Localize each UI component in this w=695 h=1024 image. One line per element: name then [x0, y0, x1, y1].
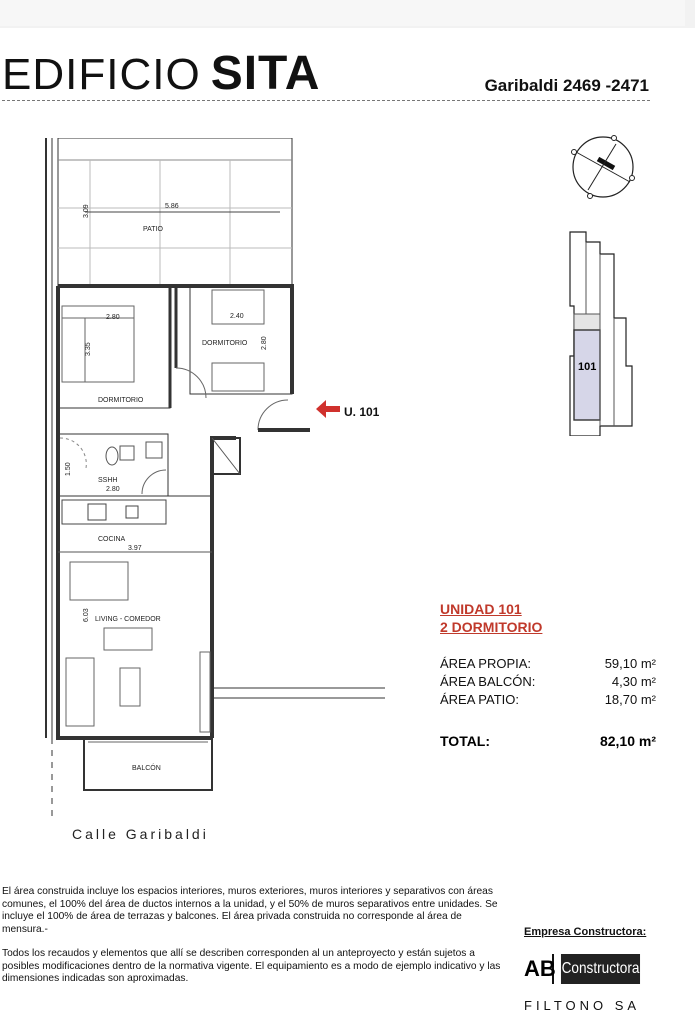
area-label: ÁREA BALCÓN:: [440, 674, 536, 689]
bidet: [120, 446, 134, 460]
armchair: [66, 658, 94, 726]
street-label: Calle Garibaldi: [72, 826, 209, 842]
room-label-balcon: BALCÓN: [132, 765, 161, 772]
sofa: [104, 628, 152, 650]
shower: [60, 438, 86, 468]
sink: [126, 506, 138, 518]
page-title: [2, 46, 320, 101]
bed: [212, 363, 264, 391]
area-value: 4,30 m²: [611, 674, 656, 689]
area-value: 59,10 m²: [604, 656, 656, 671]
duct-cross: [212, 438, 240, 474]
address: Garibaldi 2469 -2471: [484, 76, 649, 95]
dim-dorm2-height: 2.80: [261, 336, 268, 350]
key-plan: [566, 226, 636, 436]
logo-text: Constructora: [561, 954, 640, 984]
company-heading: Empresa Constructora:: [524, 926, 647, 938]
bed: [62, 306, 134, 382]
disclaimer-paragraph: Todos los recaudos y elementos que allí se describen corresponden al un anteproyecto y están sujetos a posibles modificaciones dentro de la normativa vigente. El equipamiento es a modo de ejemplo indicativo y las dimensiones indicadas son aproximadas.: [2, 948, 501, 984]
unit-title: UNIDAD 101: [440, 601, 522, 617]
wall: [58, 286, 212, 738]
area-list: [440, 656, 656, 710]
dim-dorm1-width: 2.80: [106, 314, 120, 321]
area-row: [440, 656, 656, 674]
dim-patio-width: 5.86: [165, 203, 179, 210]
dim-patio-height: 3.09: [83, 204, 90, 218]
room-label-cocina: COCINA: [98, 536, 126, 543]
table: [70, 562, 128, 600]
area-label: ÁREA PATIO:: [440, 692, 519, 707]
total-value: 82,10 m²: [599, 733, 656, 749]
stove: [88, 504, 106, 520]
top-bar-inner: [0, 0, 685, 26]
entry-label: U. 101: [344, 405, 380, 419]
sink: [146, 442, 162, 458]
dim-living-height: 6.03: [83, 608, 90, 622]
title-light: EDIFICIO: [2, 50, 201, 99]
coffee-table: [120, 668, 140, 706]
top-bar: [0, 0, 695, 28]
unit-subtitle: 2 DORMITORIO: [440, 619, 543, 635]
company-name: FILTONO SA: [524, 998, 641, 1013]
company-logo: [524, 954, 647, 984]
area-row: [440, 674, 656, 692]
header-rule: [2, 100, 650, 101]
compass-icon: [568, 132, 638, 202]
balcony-area: [84, 738, 212, 790]
dim-sshh-width: 2.80: [106, 486, 120, 493]
disclaimer-paragraph: El área construida incluye los espacios interiores, muros exteriores, muros interiores y separativos con áreas comunes, el 100% del área de ductos internos a la unidad, y el 50% de muros separativos entre unidades. Se incluye el 100% de área de terrazas y balcones. El área privada construida no corresponde al área de mensura.-: [2, 886, 498, 935]
room-label-sshh: SSHH: [98, 477, 118, 484]
dim-sshh-height: 1.50: [65, 462, 72, 476]
room-label-living: LIVING - COMEDOR: [95, 616, 161, 623]
bedroom-1-area: [58, 286, 170, 408]
room-label-dormitorio-2: DORMITORIO: [202, 340, 248, 347]
area-label: ÁREA PROPIA:: [440, 656, 532, 671]
disclaimer: [2, 886, 502, 998]
dim-dorm2-width: 2.40: [230, 313, 244, 320]
logo-ab: AB: [524, 954, 554, 984]
area-value: 18,70 m²: [604, 692, 656, 707]
entry-arrow-icon: [316, 400, 340, 418]
wall: [170, 286, 176, 408]
key-plan-unit-label: 101: [578, 361, 597, 373]
total-label: TOTAL:: [440, 733, 491, 749]
wall: [212, 438, 236, 738]
counter: [62, 500, 166, 524]
room-label-dormitorio-1: DORMITORIO: [98, 397, 144, 404]
cabinet: [200, 652, 210, 732]
room-label-patio: PATIO: [143, 226, 163, 233]
dim-dorm1-height: 3.35: [85, 342, 92, 356]
floor-plan: [40, 138, 385, 828]
unit-heading: [440, 600, 542, 636]
door-swing: [142, 470, 166, 494]
total-row: [440, 733, 656, 749]
dim-cocina-width: 3.97: [128, 545, 142, 552]
toilet: [106, 447, 118, 465]
door-swing: [258, 400, 288, 430]
title-bold: SITA: [210, 47, 321, 100]
area-row: [440, 692, 656, 710]
